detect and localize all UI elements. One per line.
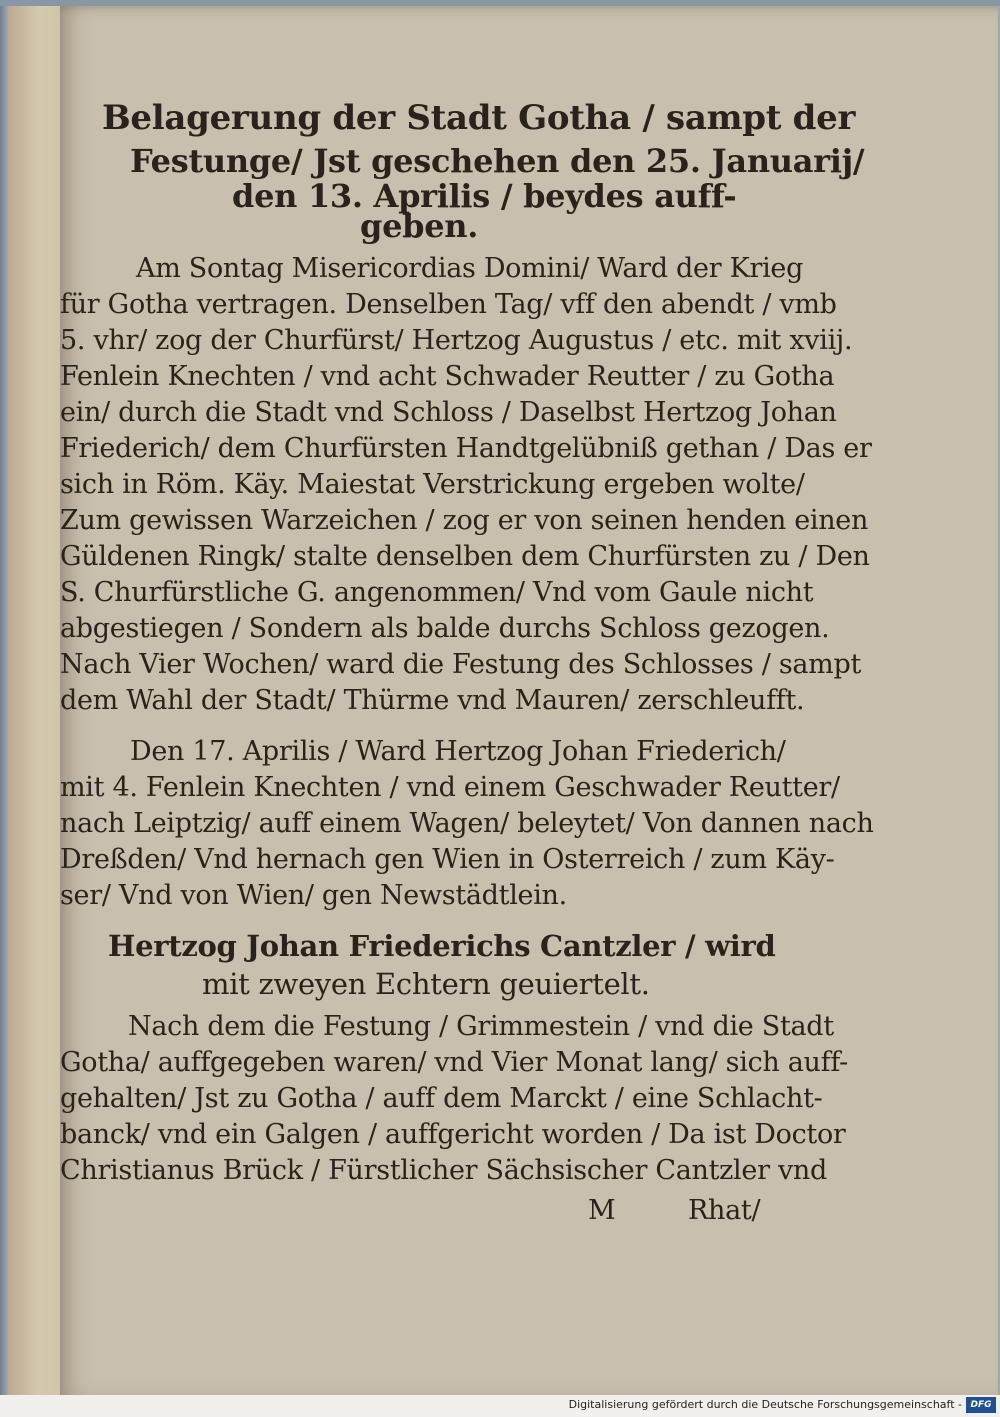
- paragraph1-line: abgestiegen / Sondern als balde durchs Schloss gezogen.: [60, 613, 830, 644]
- paragraph2-line: mit 4. Fenlein Knechten / vnd einem Geschwader Reutter/: [60, 772, 840, 803]
- heading1-line: den 13. Aprilis / beydes auff-: [232, 177, 737, 215]
- page-text: [60, 6, 998, 1395]
- heading2-line: mit zweyen Echtern geuiertelt.: [202, 967, 650, 1001]
- paragraph2-line: Dreßden/ Vnd hernach gen Wien in Osterreich / zum Käy-: [60, 844, 835, 875]
- paragraph1-line: ein/ durch die Stadt vnd Schloss / Daselbst Hertzog Johan: [60, 397, 837, 428]
- paragraph2-line: nach Leiptzig/ auff einem Wagen/ beleytet/ Von dannen nach: [60, 808, 874, 839]
- paragraph1-line: Friederich/ dem Churfürsten Handtgelübniß gethan / Das er: [60, 433, 872, 464]
- paragraph3-line: Gotha/ auffgegeben waren/ vnd Vier Monat lang/ sich auff-: [60, 1047, 848, 1078]
- paragraph1-line: für Gotha vertragen. Denselben Tag/ vff den abendt / vmb: [60, 289, 837, 320]
- credit-text: Digitalisierung gefördert durch die Deutsche Forschungsgemeinschaft -: [568, 1398, 962, 1411]
- paragraph3-line: Christianus Brück / Fürstlicher Sächsischer Cantzler vnd: [60, 1155, 827, 1186]
- paragraph3-line: banck/ vnd ein Galgen / auffgericht worden / Da ist Doctor: [60, 1119, 846, 1150]
- paragraph1-line: Güldenen Ringk/ stalte denselben dem Churfürsten zu / Den: [60, 541, 870, 572]
- heading1-line: geben.: [360, 207, 479, 245]
- paragraph1-line: dem Wahl der Stadt/ Thürme vnd Mauren/ zerschleufft.: [60, 685, 805, 716]
- paragraph2-line: Den 17. Aprilis / Ward Hertzog Johan Friederich/: [130, 736, 786, 767]
- paragraph1-line: Am Sontag Misericordias Domini/ Ward der Krieg: [136, 253, 804, 284]
- signature-mark: M: [588, 1195, 616, 1226]
- scanned-page: [60, 6, 998, 1395]
- dfg-logo-icon: DFG: [966, 1397, 996, 1413]
- paragraph1-line: Fenlein Knechten / vnd acht Schwader Reutter / zu Gotha: [60, 361, 835, 392]
- catchword: Rhat/: [688, 1195, 761, 1226]
- heading1-line: Festunge/ Jst geschehen den 25. Januarij/: [130, 142, 865, 180]
- paragraph1-line: Zum gewissen Warzeichen / zog er von seinen henden einen: [60, 505, 869, 536]
- paragraph1-line: sich in Röm. Käy. Maiestat Verstrickung ergeben wolte/: [60, 469, 805, 500]
- paragraph3-line: gehalten/ Jst zu Gotha / auff dem Marckt / eine Schlacht-: [60, 1083, 823, 1114]
- credit-bar: [0, 1395, 1000, 1417]
- heading1-line: Belagerung der Stadt Gotha / sampt der: [102, 98, 856, 138]
- paragraph3-line: Nach dem die Festung / Grimmestein / vnd die Stadt: [128, 1011, 834, 1042]
- paragraph1-line: S. Churfürstliche G. angenommen/ Vnd vom Gaule nicht: [60, 577, 814, 608]
- paragraph2-line: ser/ Vnd von Wien/ gen Newstädtlein.: [60, 880, 567, 911]
- paragraph1-line: 5. vhr/ zog der Churfürst/ Hertzog Augustus / etc. mit xviij.: [60, 325, 853, 356]
- heading2-line: Hertzog Johan Friederichs Cantzler / wird: [108, 929, 776, 963]
- paragraph1-line: Nach Vier Wochen/ ward die Festung des Schlosses / sampt: [60, 649, 862, 680]
